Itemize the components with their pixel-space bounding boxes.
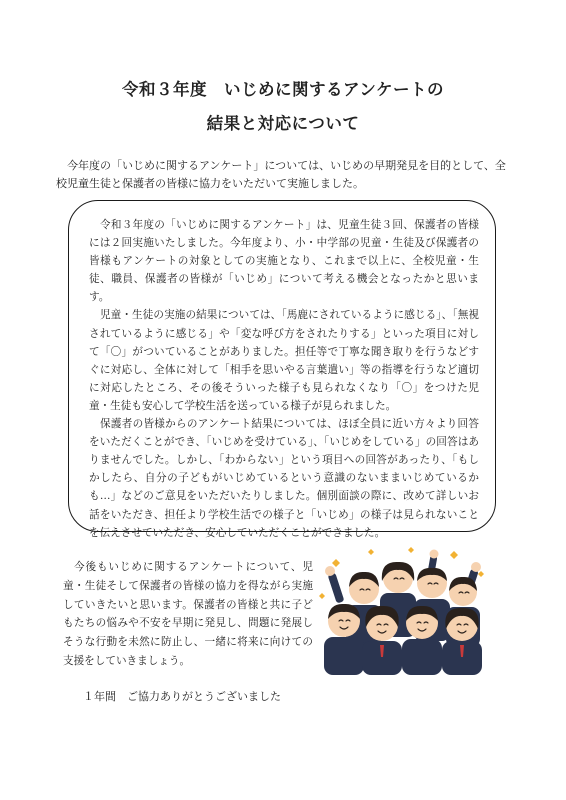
results-box — [68, 200, 496, 539]
students-group-illustration — [316, 545, 491, 675]
title-line-1: 令和３年度 いじめに関するアンケートの — [121, 80, 444, 99]
closing-paragraph: 今後もいじめに関するアンケートについて、児童・生徒そして保護者の皆様の協力を得ながら実施していきたいと思います。保護者の皆様と共に子どもたちの悩みや不安を早期に発見し、問題に発展しそうな行動を未然に防止し、一緒に将来に向けての支援をしていきましょう。 — [63, 561, 313, 667]
box-paragraph-3: 保護者の皆様からのアンケート結果については、ほぼ全員に近い方々より回答をいただくことができ、「いじめを受けている」、「いじめをしている」の回答はありませんでした。しかし、「わからない」という項目への回答があったり、「もしかしたら、自分の子どもがいじめているという意識のないままいじめているかも…」などのご意見をいただいたりしました。個別面談の際に、改めて詳しいお話をいただき、担任より学校生活での様子と「いじめ」の様子は見られないことを伝えさせていただき、安心していただくことができました。 — [89, 418, 479, 539]
intro-paragraph: 今年度の「いじめに関するアンケート」については、いじめの早期発見を目的として、全校児童生徒と保護者の皆様に協力をいただいて実施しました。 — [56, 159, 506, 190]
box-paragraph-1: 令和３年度の「いじめに関するアンケート」は、児童生徒３回、保護者の皆様には２回実施いたしました。今年度より、小・中学部の児童・生徒及び保護者の皆様もアンケートの対象としての実施となり、これまで以上に、全校児童・生徒、職員、保護者の皆様が「いじめ」について考える機会となったかと思います。 — [89, 219, 479, 304]
title-line-2: 結果と対応について — [206, 114, 360, 133]
thanks-line: １年間 ご協力ありがとうございました — [83, 690, 281, 703]
box-paragraph-2: 児童・生徒の実施の結果については、「馬鹿にされているように感じる」、「無視されているように感じる」や「変な呼び方をされたりする」といった項目に対して「〇」がついていることがありました。担任等で丁寧な聞き取りを行うなどすぐに対応し、全体に対して「相手を思いやる言葉遣い」等の指導を行うなど適切に対応したところ、その後そういった様子も見られなくなり「〇」をつけた児童・生徒も安心して学校生活を送っている様子が見られました。 — [89, 309, 479, 412]
